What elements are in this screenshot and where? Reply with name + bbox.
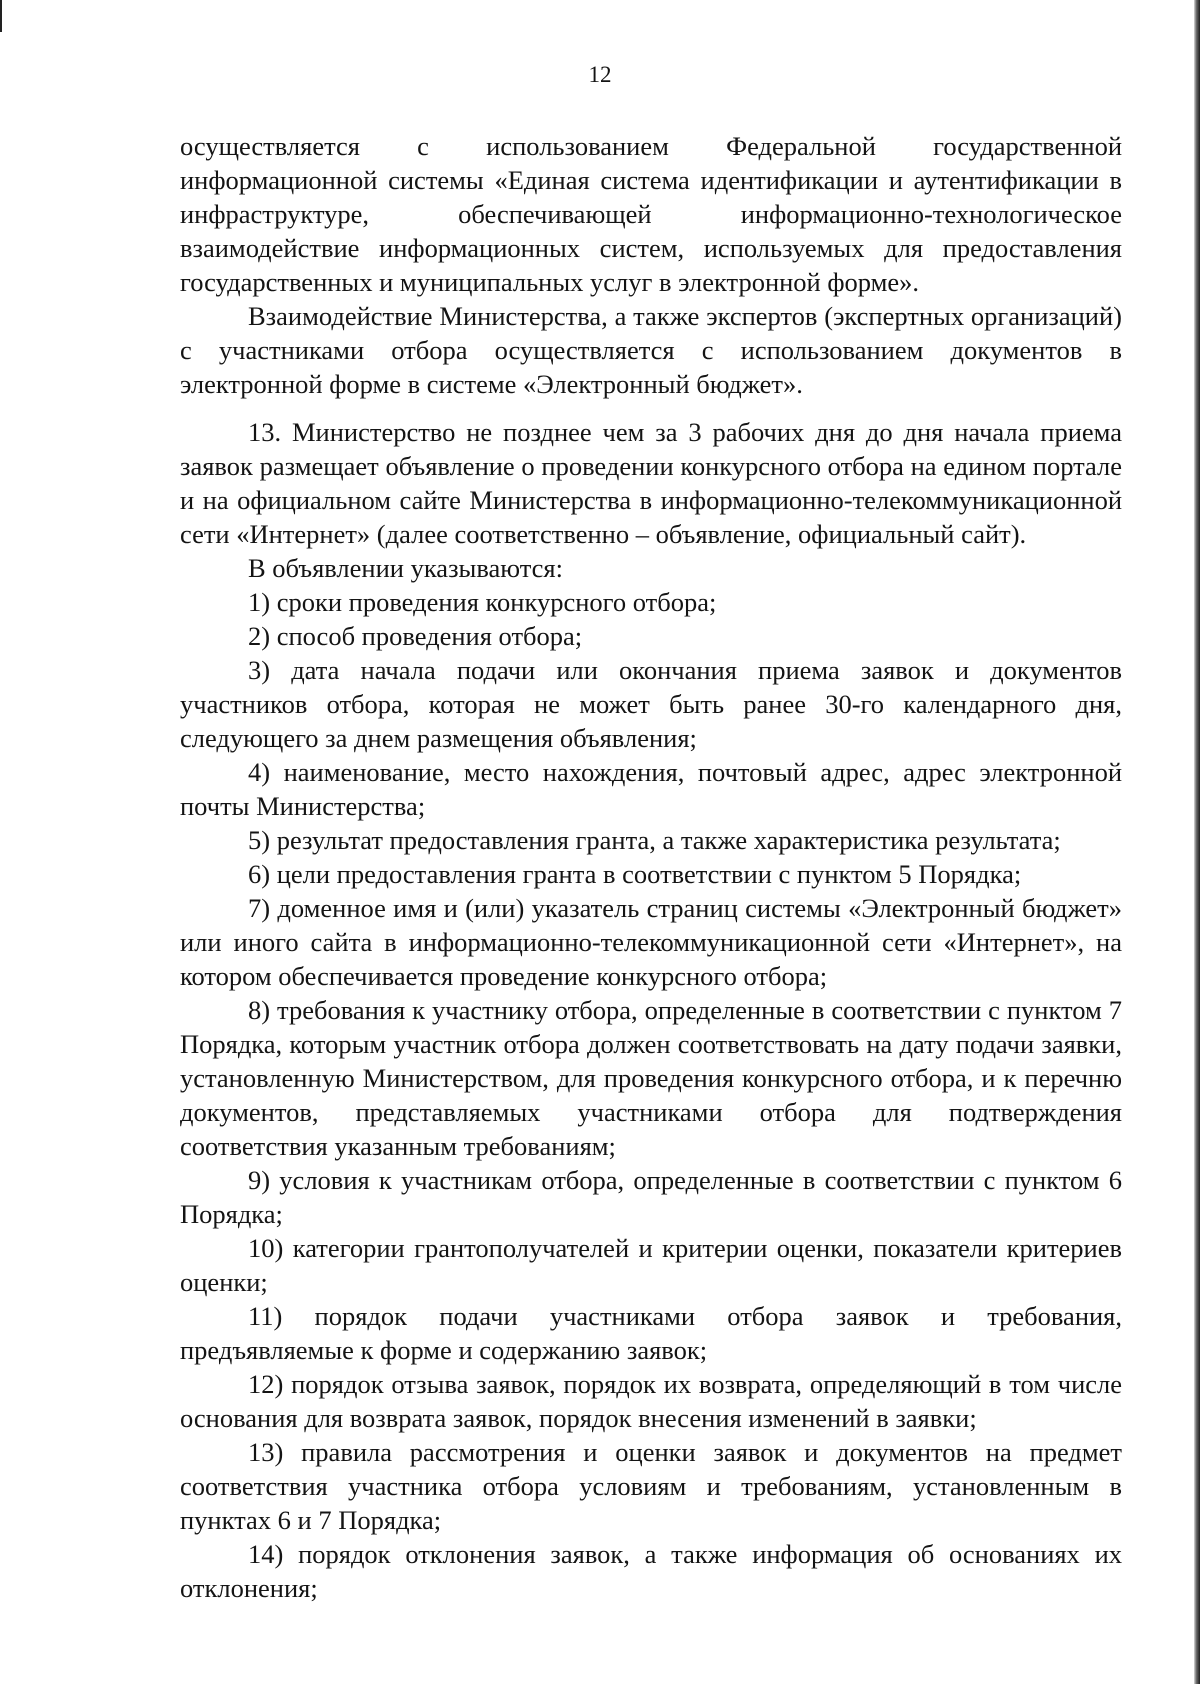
list-item-6: 6) цели предоставления гранта в соответствии с пунктом 5 Порядка; — [248, 859, 1022, 889]
paragraph-list-intro: В объявлении указываются: — [248, 553, 563, 583]
paragraph-interaction: Взаимодействие Министерства, а также экспертов (экспертных организаций) с участниками отбора осуществляется с использованием документов в электронной форме в системе «Электронный бюджет». — [180, 301, 1122, 399]
list-item-3: 3) дата начала подачи или окончания приема заявок и документов участников отбора, которая не может быть ранее 30-го календарного дня, следующего за днем размещения объявления; — [180, 655, 1122, 753]
list-item-11: 11) порядок подачи участниками отбора заявок и требования, предъявляемые к форме и содержанию заявок; — [180, 1301, 1122, 1365]
list-item-8: 8) требования к участнику отбора, определенные в соответствии с пунктом 7 Порядка, которым участник отбора должен соответствовать на дату подачи заявки, установленную Министерством, для проведения конкурсного отбора, и к перечню документов, представляемых участниками отбора для подтверждения соответствия указанным требованиям; — [180, 995, 1122, 1161]
scan-edge-shadow — [1194, 0, 1200, 1684]
document-body — [180, 129, 1122, 1605]
paragraph-continuation: осуществляется с использованием Федеральной государственной информационной системы «Единая система идентификации и аутентификации в инфраструктуре, обеспечивающей информационно-технологическое взаимодействие информационных систем, используемых для предоставления государственных и муниципальных услуг в электронной форме». — [180, 131, 1122, 297]
list-item-14: 14) порядок отклонения заявок, а также информация об основаниях их отклонения; — [180, 1539, 1122, 1603]
list-item-7: 7) доменное имя и (или) указатель страниц системы «Электронный бюджет» или иного сайта в информационно-телекоммуникационной сети «Интернет», на котором обеспечивается проведение конкурсного отбора; — [180, 893, 1122, 991]
list-item-9: 9) условия к участникам отбора, определенные в соответствии с пунктом 6 Порядка; — [180, 1165, 1122, 1229]
list-item-12: 12) порядок отзыва заявок, порядок их возврата, определяющий в том числе основания для возврата заявок, порядок внесения изменений в заявки; — [180, 1369, 1122, 1433]
page-number: 12 — [588, 62, 612, 87]
list-item-5: 5) результат предоставления гранта, а также характеристика результата; — [248, 825, 1061, 855]
scan-edge-mark — [0, 0, 2, 32]
list-item-13: 13) правила рассмотрения и оценки заявок и документов на предмет соответствия участника отбора условиям и требованиям, установленным в пунктах 6 и 7 Порядка; — [180, 1437, 1122, 1535]
list-item-10: 10) категории грантополучателей и критерии оценки, показатели критериев оценки; — [180, 1233, 1122, 1297]
paragraph-item-13: 13. Министерство не позднее чем за 3 рабочих дня до дня начала приема заявок размещает объявление о проведении конкурсного отбора на едином портале и на официальном сайте Министерства в информационно-телекоммуникационной сети «Интернет» (далее соответственно – объявление, официальный сайт). — [180, 417, 1122, 549]
list-item-2: 2) способ проведения отбора; — [248, 621, 583, 651]
list-item-1: 1) сроки проведения конкурсного отбора; — [248, 587, 717, 617]
list-item-4: 4) наименование, место нахождения, почтовый адрес, адрес электронной почты Министерства; — [180, 757, 1122, 821]
